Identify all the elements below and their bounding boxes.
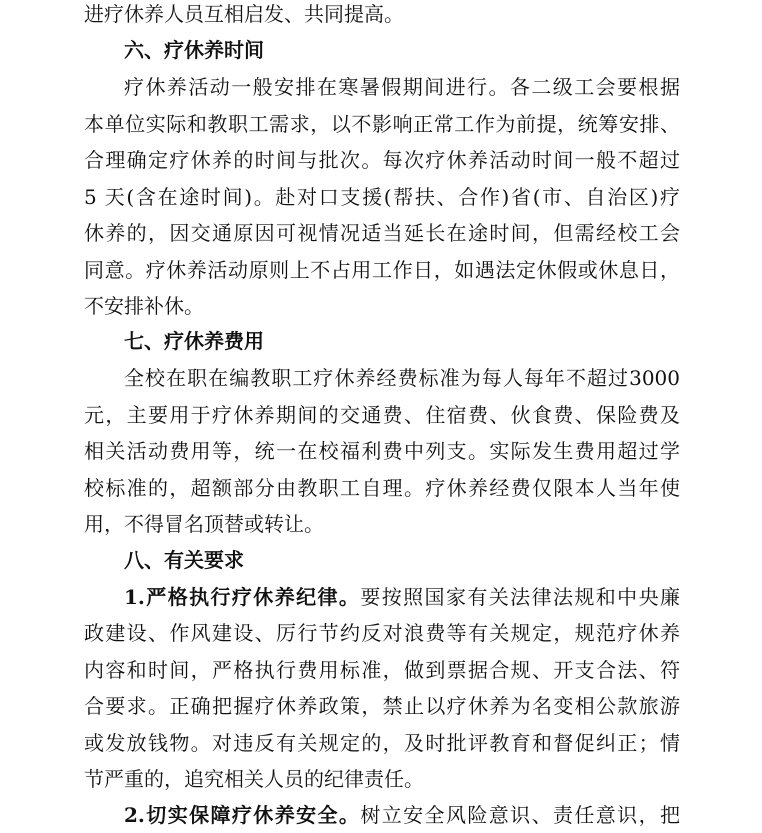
body-line: 休养的，因交通原因可视情况适当延长在途时间，但需经校工会 [84, 221, 680, 245]
requirement-1-title: 1.严格执行疗休养纪律。 [124, 585, 361, 609]
body-line: 全校在职在编教职工疗休养经费标准为每人每年不超过3000 [124, 366, 680, 390]
body-line: 政建设、作风建设、厉行节约反对浪费等有关规定，规范疗休养 [84, 621, 680, 645]
body-line: 元，主要用于疗休养期间的交通费、住宿费、伙食费、保险费及 [84, 403, 680, 427]
body-line: 不安排补休。 [84, 294, 204, 318]
body-line: 内容和时间，严格执行费用标准，做到票据合规、开支合法、符 [84, 658, 680, 682]
section-heading-cost: 七、疗休养费用 [124, 329, 264, 353]
section-heading-time: 六、疗休养时间 [124, 38, 264, 62]
body-line [124, 579, 680, 615]
body-line: 用，不得冒名顶替或转让。 [84, 512, 324, 536]
body-line: 校标准的，超额部分由教职工自理。疗休养经费仅限本人当年使 [84, 476, 680, 500]
requirement-2-text: 树立安全风险意识、责任意识，把 [360, 803, 680, 827]
section-heading-requirements: 八、有关要求 [124, 548, 244, 572]
body-line: 本单位实际和教职工需求，以不影响正常工作为前提，统筹安排、 [84, 112, 680, 136]
body-line: 合理确定疗休养的时间与批次。每次疗休养活动时间一般不超过 [84, 148, 680, 172]
body-line [124, 797, 680, 833]
body-line: 同意。疗休养活动原则上不占用工作日，如遇法定休假或休息日， [84, 258, 680, 282]
body-line: 疗休养活动一般安排在寒暑假期间进行。各二级工会要根据 [124, 75, 680, 99]
body-line: 进疗休养人员互相启发、共同提高。 [84, 2, 404, 26]
body-line: 合要求。正确把握疗休养政策，禁止以疗休养为名变相公款旅游 [84, 694, 680, 718]
requirement-1-text: 要按照国家有关法律法规和中央廉 [360, 585, 680, 609]
body-line: 相关活动费用等，统一在校福利费中列支。实际发生费用超过学 [84, 439, 680, 463]
body-line: 5 天(含在途时间)。赴对口支援(帮扶、合作)省(市、自治区)疗 [84, 185, 680, 209]
requirement-2-title: 2.切实保障疗休养安全。 [124, 803, 361, 827]
body-line: 或发放钱物。对违反有关规定的，及时批评教育和督促纠正；情 [84, 731, 680, 755]
body-line: 节严重的，追究相关人员的纪律责任。 [84, 767, 424, 791]
